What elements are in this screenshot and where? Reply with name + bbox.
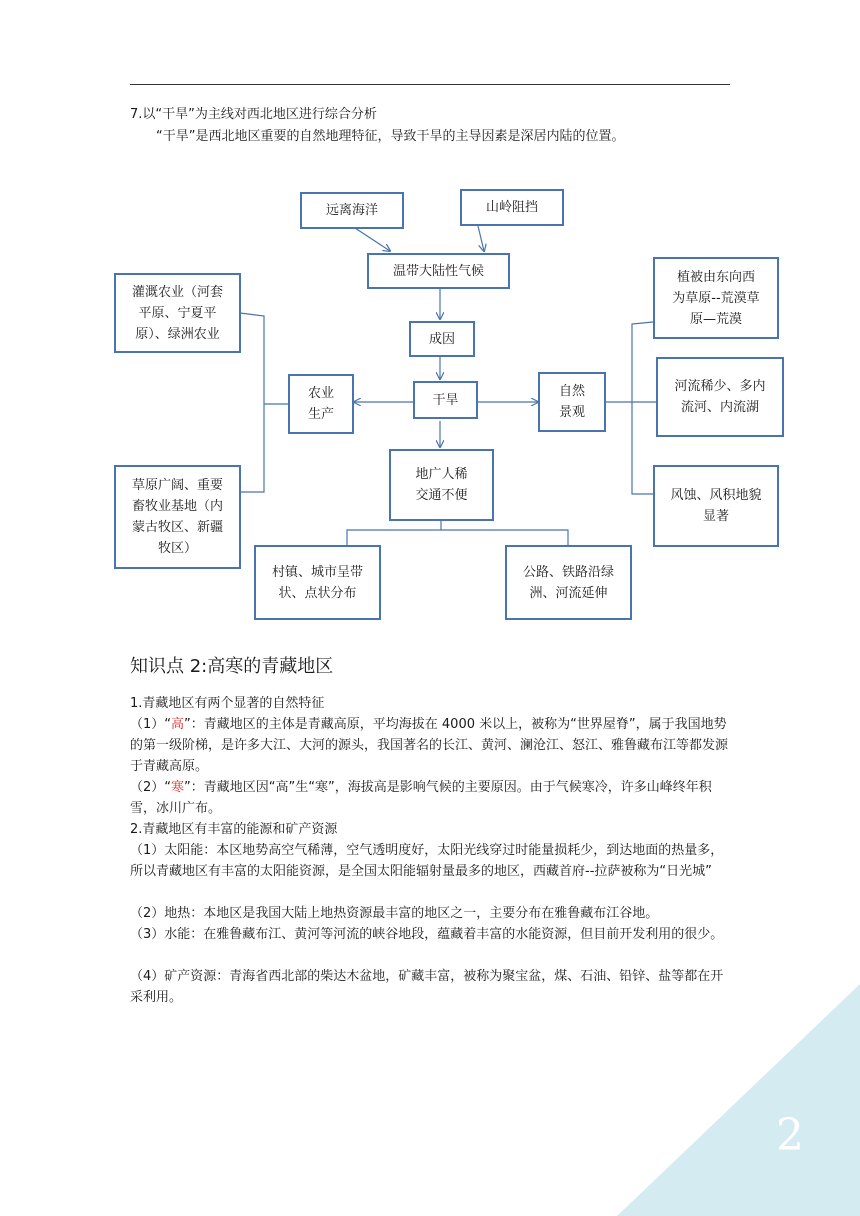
box-agriculture: 农业 生产 xyxy=(288,374,354,434)
section-2-heading: 知识点 2:高寒的青藏地区 xyxy=(130,656,334,677)
section-7-title: 7.以“干旱”为主线对西北地区进行综合分析 xyxy=(130,107,377,122)
highlight-high: 高 xyxy=(171,717,185,732)
paragraph-features-title: 1.青藏地区有两个显著的自然特征 xyxy=(130,696,325,711)
box-rivers: 河流稀少、多内 流河、内流湖 xyxy=(656,357,784,437)
box-drought: 干旱 xyxy=(413,381,478,419)
section-7-intro: “干旱”是西北地区重要的自然地理特征，导致干旱的主导因素是深居内陆的位置。 xyxy=(156,129,625,144)
paragraph-geothermal: （2）地热：本地区是我国大陆上地热资源最丰富的地区之一，主要分布在雅鲁藏布江谷地。 xyxy=(130,906,659,921)
box-continental-climate: 温带大陆性气候 xyxy=(367,253,510,289)
box-towns-distribution: 村镇、城市呈带 状、点状分布 xyxy=(254,545,381,620)
box-sparse-population: 地广人稀 交通不便 xyxy=(389,449,494,521)
box-roads-extension: 公路、铁路沿绿 洲、河流延伸 xyxy=(505,545,632,620)
box-far-from-ocean: 远离海洋 xyxy=(300,192,404,229)
paragraph-high: （1）“高”：青藏地区的主体是青藏高原，平均海拔在 4000 米以上，被称为“世界屋脊”，属于我国地势的第一级阶梯，是许多大江、大河的源头，我国著名的长江、黄河、澜沧江、怒江、雅鲁藏布江等都发源于青藏高原。 xyxy=(130,717,729,774)
box-mountain-block: 山岭阻挡 xyxy=(460,189,564,226)
highlight-cold: 寒 xyxy=(171,780,185,795)
paragraph-minerals: （4）矿产资源：青海省西北部的柴达木盆地，矿藏丰富，被称为聚宝盆，煤、石油、铅锌、盐等都在开采利用。 xyxy=(130,969,724,1005)
paragraph-cold: （2）“寒”：青藏地区因“高”生“寒”，海拔高是影响气候的主要原因。由于气候寒冷，许多山峰终年积雪，冰川广布。 xyxy=(130,780,712,816)
box-vegetation: 植被由东向西 为草原--荒漠草 原—荒漠 xyxy=(653,257,779,339)
paragraph-solar: （1）太阳能：本区地势高空气稀薄，空气透明度好，太阳光线穿过时能量损耗少，到达地面的热量多，所以青藏地区有丰富的太阳能资源，是全国太阳能辐射量最多的地区，西藏首府--拉萨被称为“日光城” xyxy=(130,843,724,879)
box-irrigation-agriculture: 灌溉农业（河套 平原、宁夏平 原）、绿洲农业 xyxy=(114,273,241,353)
box-wind-erosion: 风蚀、风积地貌 显著 xyxy=(653,465,779,547)
box-pasture: 草原广阔、重要 畜牧业基地（内 蒙古牧区、新疆 牧区） xyxy=(114,465,241,569)
paragraph-hydro: （3）水能：在雅鲁藏布江、黄河等河流的峡谷地段，蕴藏着丰富的水能资源，但目前开发利用的很少。 xyxy=(130,927,724,942)
box-cause: 成因 xyxy=(409,321,475,357)
page-number: 2 xyxy=(776,1110,804,1161)
paragraph-resources-title: 2.青藏地区有丰富的能源和矿产资源 xyxy=(130,822,338,837)
corner-decoration xyxy=(617,984,860,1216)
box-landscape: 自然 景观 xyxy=(538,372,606,432)
